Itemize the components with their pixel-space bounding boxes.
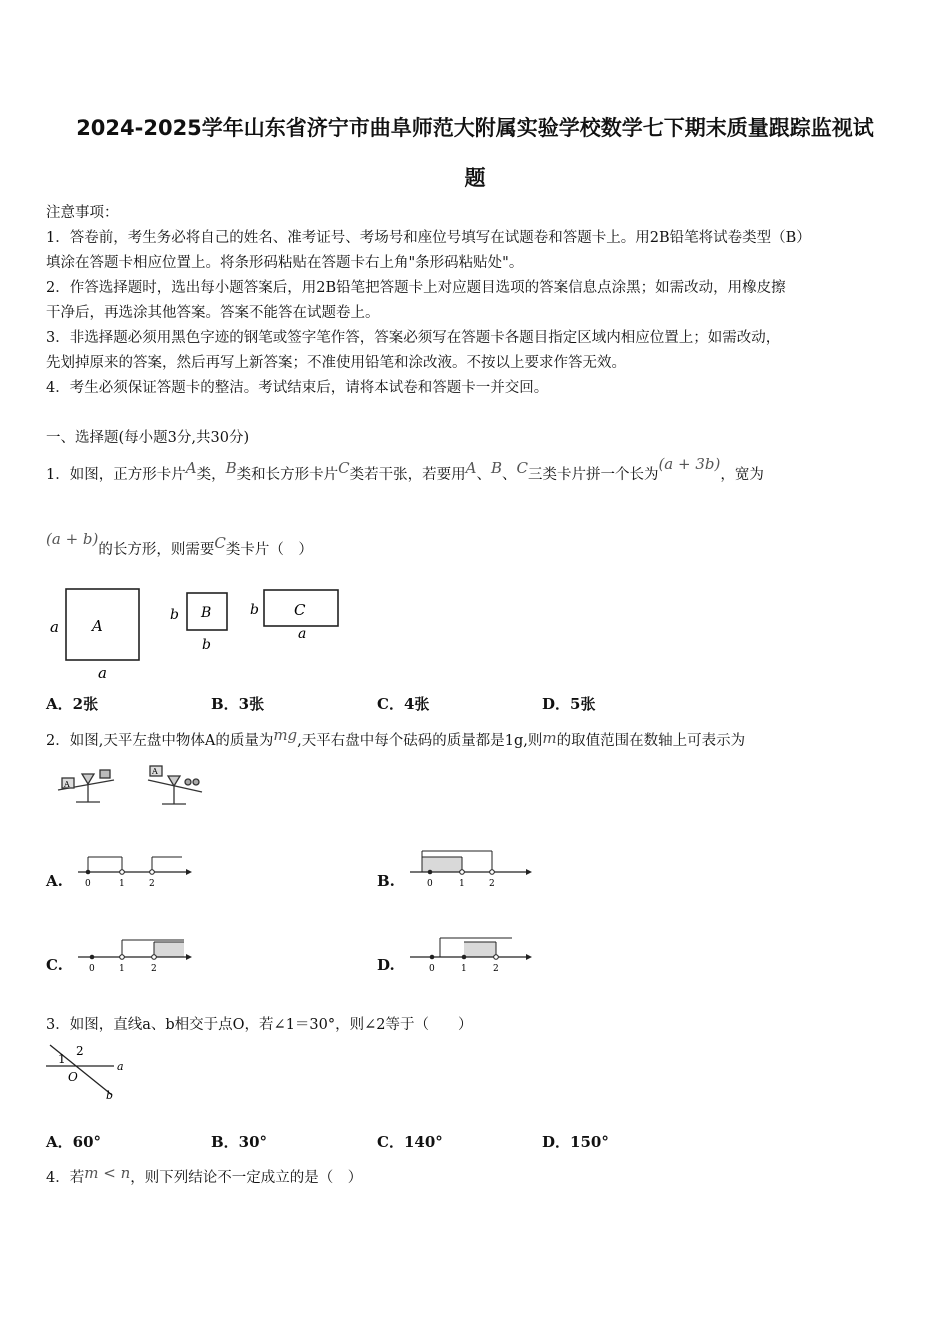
angle-1-label: 1 bbox=[58, 1052, 66, 1066]
line-a-label: a bbox=[117, 1060, 124, 1073]
q2-option-b-numberline[interactable] bbox=[408, 847, 538, 892]
card-a-side-label: a bbox=[50, 618, 59, 636]
q2-option-d-numberline[interactable] bbox=[408, 932, 538, 977]
q2-number: 2． bbox=[46, 733, 70, 749]
q4-number: 4． bbox=[46, 1170, 70, 1186]
q3-line: 3．如图，直线a、b相交于点O，若∠1＝30°，则∠2等于（ ） bbox=[46, 1017, 473, 1033]
card-c-side-label: b bbox=[250, 602, 259, 618]
balance-right-a-label: A bbox=[152, 767, 158, 776]
page-title-line1: 2024-2025学年山东省济宁市曲阜师范大附属实验学校数学七下期末质量跟踪监视试 bbox=[76, 116, 874, 140]
notice-item-4: 4．考生必须保证答题卡的整洁。考试结束后，请将本试卷和答题卡一并交回。 bbox=[46, 380, 549, 396]
tick-2: 2 bbox=[149, 879, 155, 889]
tick-0: 0 bbox=[85, 879, 91, 889]
notice-item-1b: 填涂在答题卡相应位置上。将条形码粘贴在答题卡右上角"条形码粘贴处"。 bbox=[46, 255, 524, 271]
tick-2: 2 bbox=[489, 879, 495, 889]
tick-0: 0 bbox=[89, 964, 95, 974]
q1-line2: (a + b)的长方形，则需要C类卡片（ ） bbox=[46, 530, 313, 558]
card-c-bottom-label: a bbox=[298, 626, 307, 642]
q1-option-d[interactable]: D．5张 bbox=[542, 695, 596, 713]
q3-option-c[interactable]: C．140° bbox=[377, 1133, 443, 1151]
section-heading: 一、选择题(每小题3分,共30分) bbox=[46, 430, 250, 446]
q2-option-b-label[interactable]: B. bbox=[377, 872, 395, 890]
q1-option-b[interactable]: B．3张 bbox=[211, 695, 265, 713]
q4-line: 4．若m < n，则下列结论不一定成立的是（ ） bbox=[46, 1164, 363, 1186]
q3-option-d[interactable]: D．150° bbox=[542, 1133, 609, 1151]
q2-option-c-numberline[interactable] bbox=[76, 932, 201, 977]
notice-item-2b: 干净后，再选涂其他答案。答案不能答在试题卷上。 bbox=[46, 305, 380, 321]
q2-option-a-label[interactable]: A. bbox=[46, 872, 63, 890]
q1-option-a[interactable]: A．2张 bbox=[46, 695, 99, 713]
q3-option-a[interactable]: A．60° bbox=[46, 1133, 102, 1151]
point-o-label: O bbox=[68, 1070, 78, 1084]
card-b-bottom-label: b bbox=[202, 637, 211, 653]
notice-item-2a: 2．作答选择题时，选出每小题答案后，用2B铅笔把答题卡上对应题目选项的答案信息点涂黑；如需改动，用橡皮擦 bbox=[46, 280, 786, 296]
tick-1: 1 bbox=[119, 964, 125, 974]
notice-heading: 注意事项： bbox=[46, 205, 119, 221]
q3-figure bbox=[44, 1041, 134, 1103]
notice-item-3a: 3．非选择题必须用黑色字迹的钢笔或签字笔作答，答案必须写在答题卡各题目指定区域内相应位置上；如需改动， bbox=[46, 330, 781, 346]
notice-item-1a: 1．答卷前，考生务必将自己的姓名、准考证号、考场号和座位号填写在试题卷和答题卡上。用2B铅笔将试卷类型（B） bbox=[46, 230, 811, 246]
card-a-label: A bbox=[92, 617, 103, 635]
q1-line1: 1．如图，正方形卡片A类，B类和长方形卡片C类若干张，若要用A、B、C三类卡片拼一个长为(a + 3b)，宽为 bbox=[46, 455, 764, 483]
card-b-label: B bbox=[201, 605, 212, 621]
q1-number: 1． bbox=[46, 467, 70, 483]
tick-0: 0 bbox=[427, 879, 433, 889]
line-b-label: b bbox=[106, 1089, 114, 1102]
q3-option-b[interactable]: B．30° bbox=[211, 1133, 268, 1151]
tick-1: 1 bbox=[459, 879, 465, 889]
angle-2-label: 2 bbox=[76, 1044, 84, 1058]
q1-figure bbox=[44, 584, 354, 684]
tick-2: 2 bbox=[493, 964, 499, 974]
tick-2: 2 bbox=[151, 964, 157, 974]
q1-option-c[interactable]: C．4张 bbox=[377, 695, 430, 713]
card-b-side-label: b bbox=[170, 607, 179, 623]
page-title-line2: 题 bbox=[464, 166, 486, 190]
q2-option-d-label[interactable]: D. bbox=[377, 956, 395, 974]
q2-balance-figure bbox=[52, 760, 212, 810]
card-c-label: C bbox=[294, 601, 306, 619]
tick-1: 1 bbox=[461, 964, 467, 974]
notice-block bbox=[46, 201, 906, 401]
balance-left-a-label: A bbox=[64, 780, 70, 789]
card-a-bottom-label: a bbox=[98, 664, 107, 682]
tick-1: 1 bbox=[119, 879, 125, 889]
tick-0: 0 bbox=[429, 964, 435, 974]
q3-number: 3． bbox=[46, 1017, 70, 1033]
notice-item-3b: 先划掉原来的答案，然后再写上新答案；不准使用铅笔和涂改液。不按以上要求作答无效。 bbox=[46, 355, 626, 371]
q2-option-c-label[interactable]: C. bbox=[46, 956, 63, 974]
q2-line: 2．如图,天平左盘中物体A的质量为mg,天平右盘中每个砝码的质量都是1g,则m的取值范围在数轴上可表示为 bbox=[46, 726, 746, 749]
q2-option-a-numberline[interactable] bbox=[76, 852, 196, 892]
